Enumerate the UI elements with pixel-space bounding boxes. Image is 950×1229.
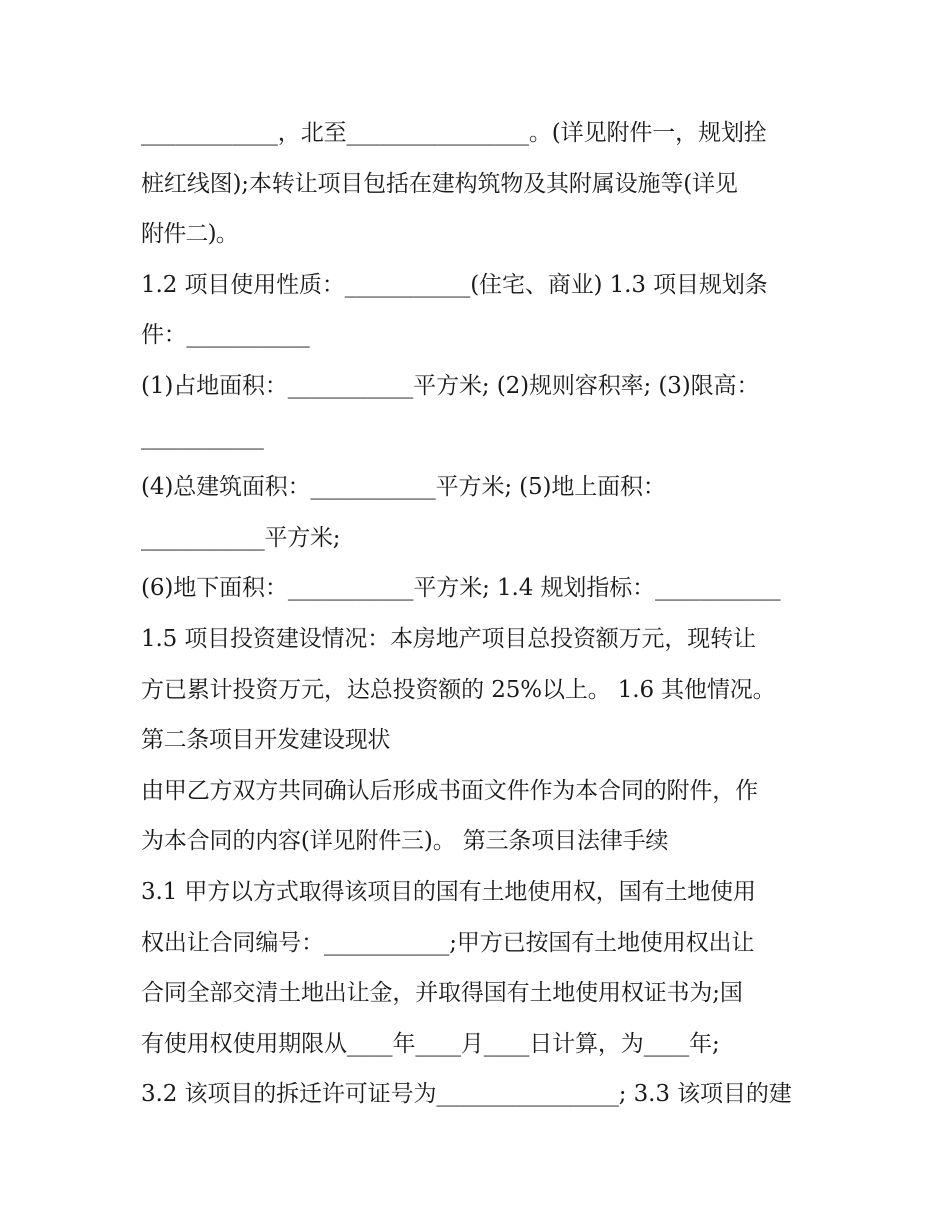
text-line: 方已累计投资万元，达总投资额的 25%以上。 1.6 其他情况。 xyxy=(141,676,776,703)
text-line: 有使用权使用期限从____年____月____日计算，为____年; xyxy=(141,1030,720,1057)
text-line: 为本合同的内容(详见附件三)。 第三条项目法律手续 xyxy=(141,828,669,855)
text-line: ____________，北至________________。(详见附件一，规划拴 xyxy=(141,120,767,146)
text-line: 附件二)。 xyxy=(141,221,238,248)
text-line: 件：___________ xyxy=(141,322,310,349)
text-line: 由甲乙方双方共同确认后形成书面文件作为本合同的附件，作 xyxy=(141,777,758,804)
text-line: 1.5 项目投资建设情况：本房地产项目总投资额万元，现转让 xyxy=(141,625,756,652)
text-line: (4)总建筑面积：___________平方米; (5)地上面积： xyxy=(141,474,666,501)
text-line: 权出让合同编号：___________;甲方已按国有土地使用权出让 xyxy=(141,929,755,956)
text-line: 3.1 甲方以方式取得该项目的国有土地使用权，国有土地使用 xyxy=(141,878,756,905)
text-line: 3.2 该项目的拆迁许可证号为________________; 3.3 该项目的建 xyxy=(141,1081,792,1108)
text-line: (1)占地面积：___________平方米; (2)规则容积率; (3)限高： xyxy=(141,372,760,399)
document-body xyxy=(141,108,821,1120)
section-heading: 第二条项目开发建设现状 xyxy=(141,727,391,754)
text-line: (6)地下面积：___________平方米; 1.4 规划指标：___________ xyxy=(141,575,781,602)
text-line: 合同全部交清土地出让金，并取得国有土地使用权证书为;国 xyxy=(141,980,743,1007)
text-line: 1.2 项目使用性质：___________(住宅、商业) 1.3 项目规划条 xyxy=(141,271,768,298)
text-line: ___________ xyxy=(141,423,264,450)
text-line: 桩红线图);本转让项目包括在建构筑物及其附属设施等(详见 xyxy=(141,170,738,197)
text-line: ___________平方米; xyxy=(141,524,341,551)
